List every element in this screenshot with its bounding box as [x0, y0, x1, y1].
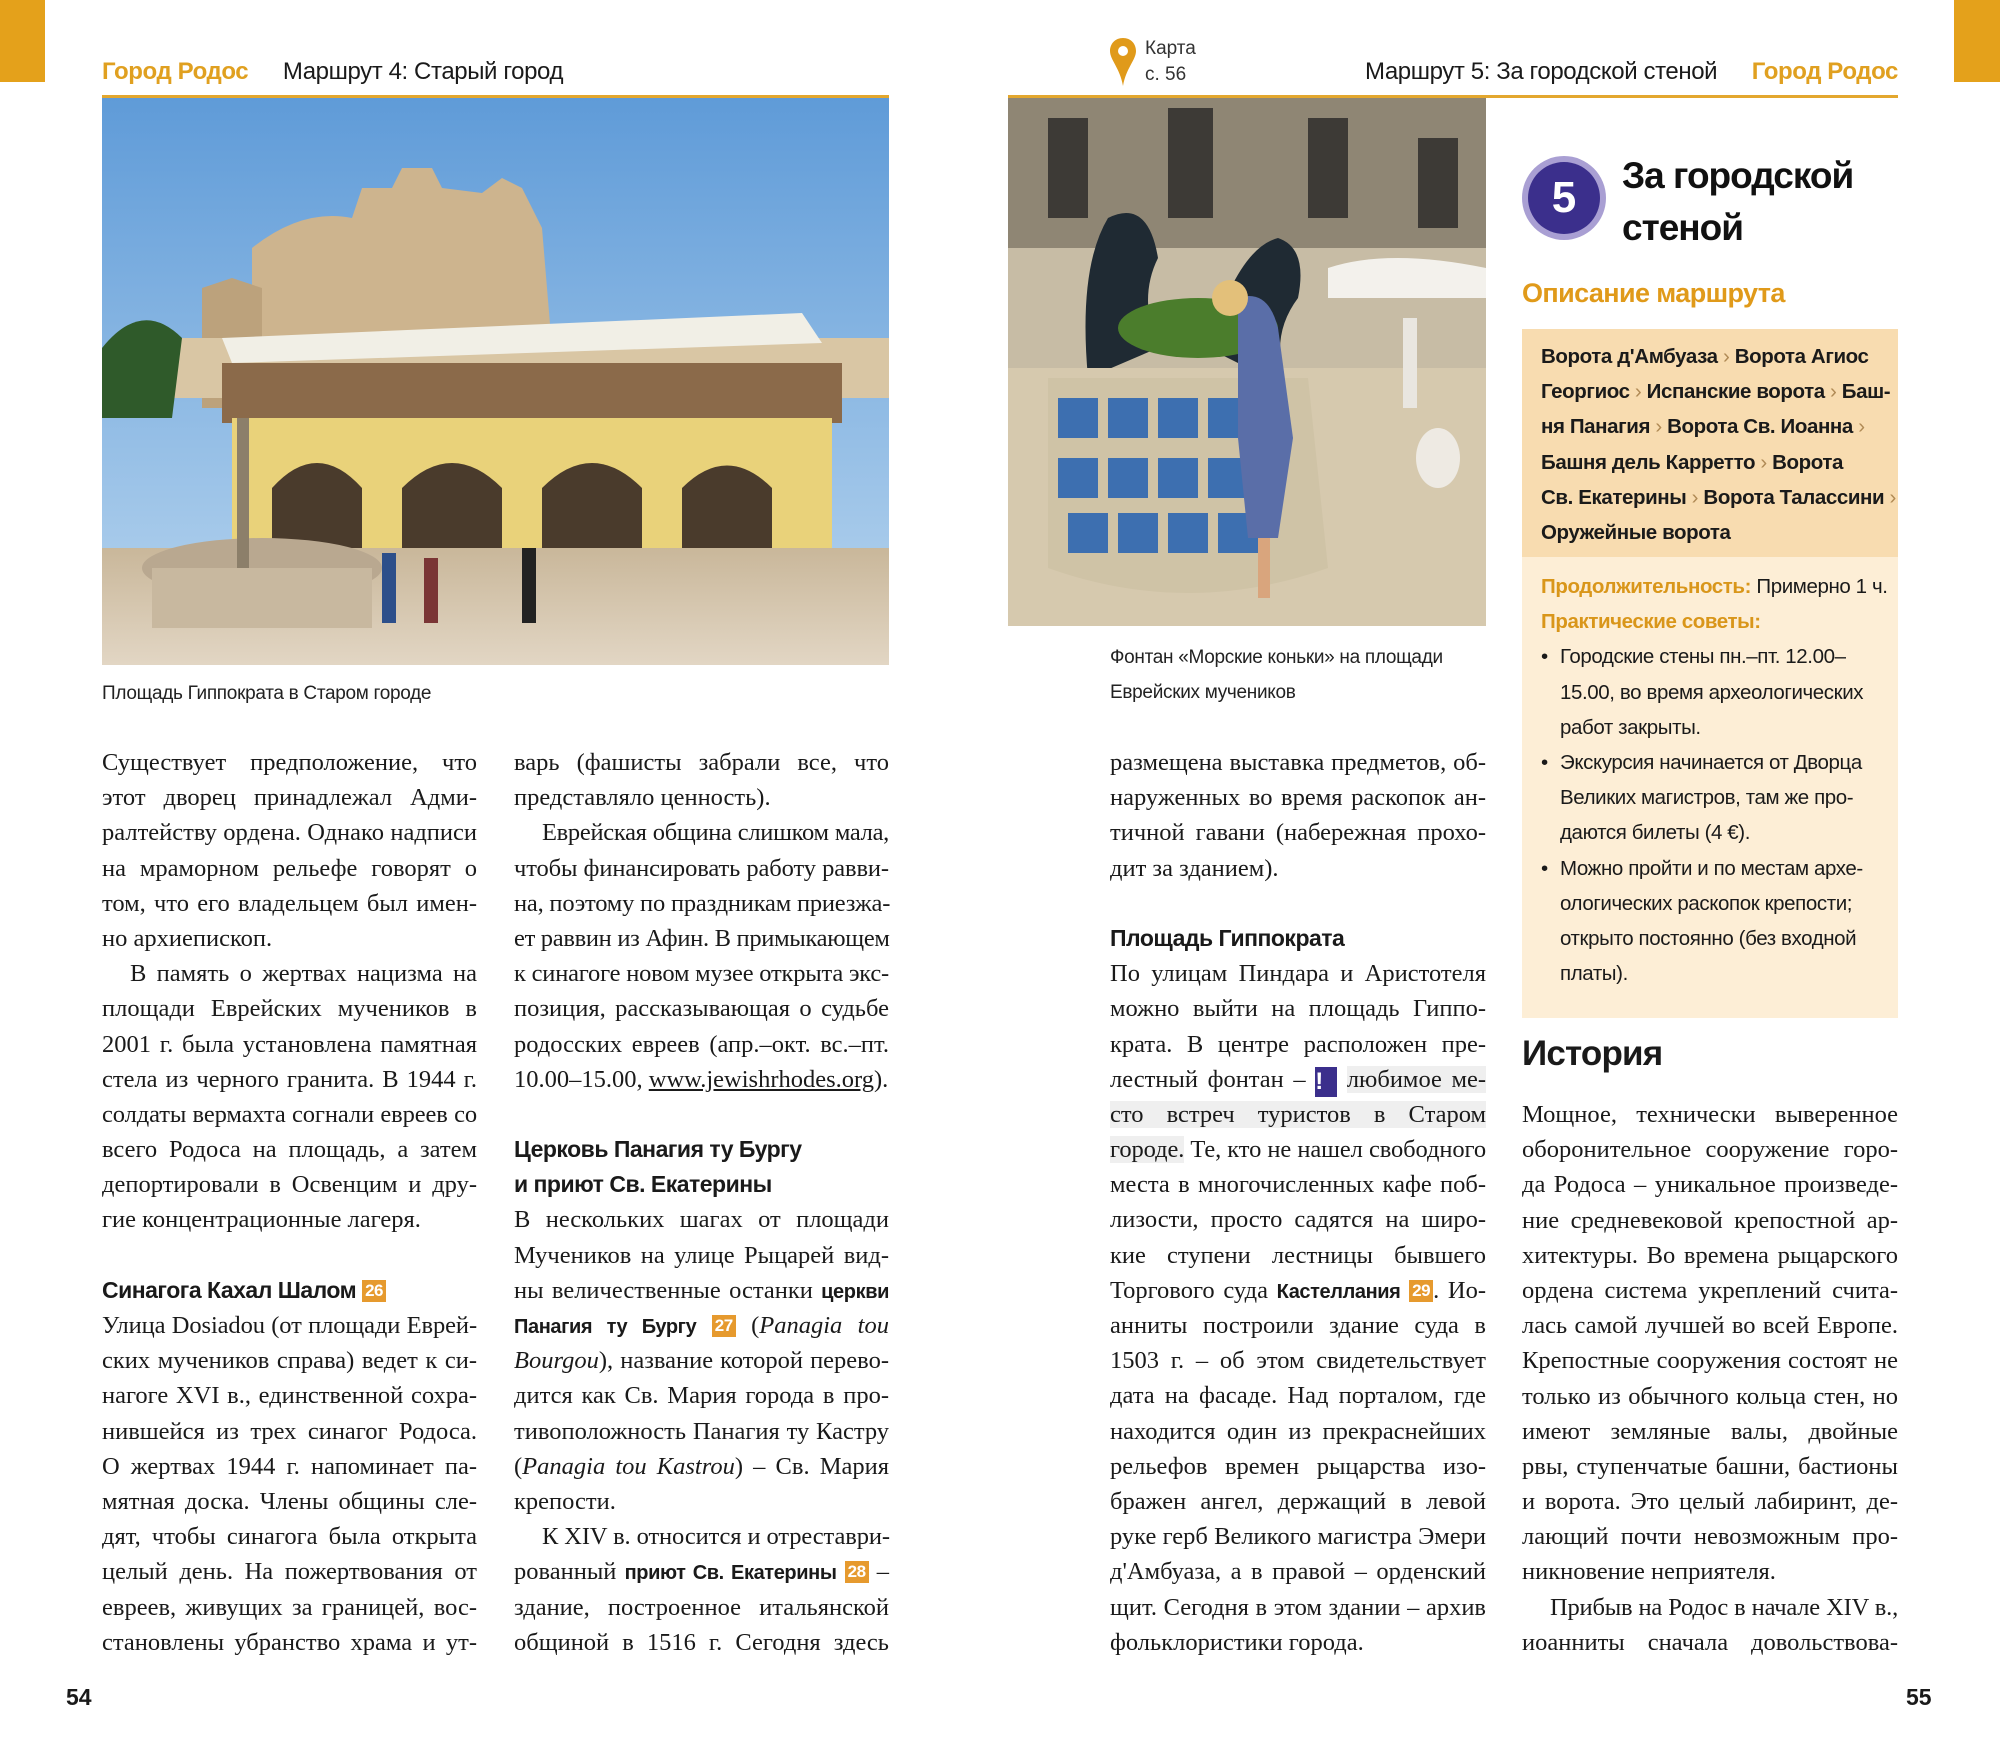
text-line: [102, 1167, 477, 1202]
text-line: [102, 886, 477, 921]
text-segment: приют Св. Екатерины: [624, 1562, 837, 1585]
header-route: Маршрут 4: Старый город: [282, 58, 564, 85]
right-running-header: [1365, 58, 1898, 86]
text-segment: Мощное, технически выверенное: [1522, 1101, 1898, 1128]
text-line: [1522, 1484, 1898, 1519]
text-segment: ских мучеников справа) ведет к си-: [102, 1347, 477, 1375]
text-segment: представляло ценность).: [514, 784, 771, 812]
header-city: Город Родос: [1751, 58, 1898, 85]
text-segment: здание, построенное итальянской: [514, 1593, 889, 1621]
text-line: [102, 1097, 477, 1132]
text-segment: Площадь Гиппократа: [1110, 924, 1345, 951]
text-line: [102, 780, 477, 815]
text-segment: ›: [1824, 380, 1842, 404]
text-line: [514, 780, 889, 815]
text-segment: нагоге XVI в., единственной сохра-: [102, 1382, 477, 1410]
text-line: [1110, 1027, 1486, 1062]
text-line: [514, 1449, 889, 1484]
text-line: [514, 956, 889, 991]
text-line: [102, 1062, 477, 1097]
left-running-header: [102, 58, 563, 86]
text-line: [1110, 1449, 1486, 1484]
text-segment: (: [514, 1452, 523, 1480]
text-line: [514, 815, 889, 850]
text-segment: рельефов времен рыцарства изо-: [1110, 1452, 1486, 1480]
route-practical-info: [1522, 569, 1898, 991]
map-pin-icon: [1110, 38, 1136, 86]
history-heading: История: [1522, 1034, 1663, 1073]
tips-label: Практические советы:: [1541, 610, 1761, 634]
text-segment: [837, 1558, 845, 1585]
text-segment: позиция, рассказывающая о судьбе: [514, 995, 889, 1023]
text-segment: наруженных во время раскопок ан-: [1110, 784, 1486, 812]
text-segment: ордена система укреплений счита-: [1522, 1276, 1898, 1304]
text-segment: Panagia tou: [759, 1312, 889, 1339]
text-line: [1110, 1167, 1486, 1202]
text-segment: кие ступени лестницы бывшего: [1110, 1241, 1486, 1269]
text-line: [1110, 1554, 1486, 1589]
tip-line: [1541, 780, 1898, 815]
text-segment: [696, 1312, 711, 1339]
text-segment: можно выйти на площадь Гиппо-: [1110, 995, 1486, 1023]
text-line: [1110, 1238, 1486, 1273]
tip-text: ологических раскопок крепости;: [1560, 891, 1853, 915]
text-segment: щит. Сегодня в этом здании – архив: [1110, 1593, 1486, 1621]
text-segment: 10.00–15.00,: [514, 1065, 649, 1093]
text-segment: Ворота Агиос: [1734, 345, 1869, 368]
text-line: [102, 956, 477, 991]
text-segment: ) – Св. Мария: [734, 1452, 889, 1480]
text-segment: В нескольких шагах от площади: [514, 1206, 889, 1234]
text-line: [102, 921, 477, 956]
text-segment: городе.: [1110, 1136, 1185, 1164]
text-segment: депортировали в Освенцим и дру-: [102, 1171, 477, 1199]
text-line: [1110, 815, 1486, 850]
bullet-icon: •: [1541, 856, 1548, 880]
text-line: [514, 1484, 889, 1519]
left-column-1: [102, 745, 477, 1660]
section-heading: [514, 1167, 889, 1202]
text-segment: ние средневековой крепостной ар-: [1522, 1206, 1898, 1234]
route-stop-line: [1541, 515, 1898, 550]
route-title: [1622, 150, 1853, 254]
text-segment: Испанские ворота: [1646, 380, 1825, 404]
text-segment: Panagia tou Kastrou: [522, 1452, 735, 1480]
text-segment: варь (фашисты забрали все, что: [514, 749, 889, 776]
photo-caption-right-line1: Фонтан «Морские коньки» на площади: [1110, 647, 1443, 668]
duration-label: Продолжительность:: [1541, 575, 1752, 598]
text-segment: анниты построили здание суда в: [1110, 1312, 1486, 1339]
text-line: [1110, 1484, 1486, 1519]
text-segment: ›: [1717, 345, 1735, 368]
text-line: [102, 1343, 477, 1378]
text-segment: чтобы финансировать работу равви-: [514, 854, 889, 882]
tip-text: работ закрыты.: [1560, 715, 1701, 739]
text-segment: том, что его владельцем был имен-: [102, 889, 477, 917]
corner-tab-right: [1954, 0, 2000, 82]
text-segment: Св. Екатерины: [1541, 485, 1687, 509]
text-line: [514, 1343, 889, 1378]
route-stop-line: [1541, 480, 1898, 515]
section-heading: [514, 1132, 889, 1167]
text-segment: 1503 г. – об этом свидетельствует: [1110, 1347, 1486, 1375]
text-segment: [1337, 1066, 1347, 1093]
tip-line: [1541, 675, 1898, 710]
text-segment: [1400, 1277, 1409, 1304]
text-line: [1522, 1519, 1898, 1554]
tip-line: [1541, 710, 1898, 745]
text-line: [102, 1414, 477, 1449]
text-line: [102, 815, 477, 850]
tip-text: 15.00, во время археологических: [1560, 680, 1864, 704]
text-line: [102, 1027, 477, 1062]
text-segment: всего Родоса на площадь, а затем: [102, 1136, 477, 1164]
text-segment: ›: [1884, 485, 1896, 509]
text-line: [1110, 1097, 1486, 1132]
bullet-icon: •: [1541, 645, 1548, 669]
text-line: [1522, 1625, 1898, 1660]
text-segment: ›: [1852, 415, 1865, 439]
text-segment: рованный: [514, 1558, 625, 1586]
text-segment: становлены убранство храма и ут-: [102, 1628, 477, 1656]
text-line: [514, 1590, 889, 1625]
text-line: [1110, 1414, 1486, 1449]
text-segment: и приют Св. Екатерины: [514, 1171, 772, 1198]
text-line: [1522, 1308, 1898, 1343]
text-segment: Улица Dosiadou (от площади Еврей-: [102, 1312, 477, 1339]
tip-text: платы).: [1560, 962, 1628, 986]
text-line: [102, 1625, 477, 1660]
header-route: Маршрут 5: За городской стеной: [1365, 58, 1718, 85]
left-column-2: [514, 745, 889, 1660]
text-line: [1522, 1449, 1898, 1484]
text-line: [102, 1519, 477, 1554]
text-line: [102, 1202, 477, 1237]
map-reference-label: Карта: [1145, 38, 1196, 59]
text-segment: По улицам Пиндара и Аристотеля: [1110, 960, 1486, 988]
text-line: [1522, 1554, 1898, 1589]
text-line: [514, 1027, 889, 1062]
text-line: [1522, 1343, 1898, 1378]
text-segment: ет раввин из Афин. В примыкающем: [514, 924, 890, 952]
text-line: [102, 991, 477, 1026]
text-segment: оборонительное сооружение горо-: [1522, 1136, 1898, 1164]
tip-line: [1541, 921, 1898, 956]
text-line: [514, 1519, 889, 1554]
photo-caption-right-line2: Еврейских мучеников: [1110, 682, 1296, 703]
text-segment: места в многочисленных кафе поб-: [1110, 1171, 1486, 1199]
text-segment: крата. В центре расположен пре-: [1110, 1030, 1486, 1058]
text-line: [1110, 851, 1486, 886]
text-segment: (: [735, 1312, 760, 1339]
blank-line: [514, 1097, 889, 1132]
text-line: [102, 1132, 477, 1167]
route-number-badge: [1522, 156, 1606, 240]
text-segment: ›: [1755, 450, 1773, 474]
text-segment: стела из черного гранита. В 1944 г.: [102, 1065, 477, 1093]
section-heading: [1110, 921, 1486, 956]
route-number: 5: [1528, 162, 1600, 234]
text-segment: к синагоге новом музее открыта экс-: [514, 960, 889, 988]
tip-text: Можно пройти и по местам архе-: [1560, 856, 1863, 880]
text-segment: Крепостные сооружения состоят не: [1522, 1347, 1898, 1375]
tips-row: [1541, 604, 1898, 639]
text-line: [1522, 1167, 1898, 1202]
text-line: [1110, 1202, 1486, 1237]
text-segment: лизости, просто садятся на широ-: [1110, 1206, 1486, 1234]
sight-number-badge: 27: [712, 1315, 736, 1337]
text-segment: размещена выставка предметов, об-: [1110, 749, 1486, 776]
photo-hippocrates-square: [102, 98, 889, 665]
tip-line: [1541, 851, 1898, 886]
text-line: [514, 921, 889, 956]
text-segment: Панагия ту Бургу: [514, 1316, 697, 1338]
photo-caption-right: [1110, 640, 1443, 710]
text-line: [1522, 1273, 1898, 1308]
text-segment: ›: [1650, 415, 1668, 439]
text-line: [514, 1378, 889, 1413]
text-line: [514, 1554, 889, 1589]
text-segment: хитектуры. Во времена рыцарского: [1522, 1241, 1898, 1269]
text-segment: иоанниты сначала довольствова-: [1522, 1628, 1898, 1656]
tip-text: Экскурсия начинается от Дворца: [1560, 750, 1862, 774]
text-segment: Башня дель Карретто: [1541, 450, 1756, 474]
text-segment: ны величественные останки: [514, 1276, 822, 1304]
text-line: [1110, 956, 1486, 991]
text-line: [1110, 991, 1486, 1026]
text-line: [1110, 1378, 1486, 1413]
text-line: [102, 1378, 477, 1413]
text-segment: Ворота Св. Иоанна: [1667, 415, 1853, 439]
text-segment: и ворота. Это целый лабиринт, де-: [1522, 1488, 1898, 1516]
text-line: [1110, 1625, 1486, 1660]
text-segment: Мучеников на улице Рыцарей вид-: [514, 1241, 889, 1269]
text-segment: тичной гавани (набережная прохо-: [1110, 819, 1486, 847]
text-line: [1110, 745, 1486, 780]
text-segment: лающий почти невозможным про-: [1522, 1523, 1898, 1551]
history-column: [1522, 1097, 1898, 1660]
duration-value: Примерно 1 ч.: [1756, 575, 1888, 598]
sight-number-badge: 26: [362, 1280, 386, 1302]
text-line: [1110, 1519, 1486, 1554]
text-segment: ралтейству ордена. Однако надписи: [102, 819, 477, 847]
tip-text: Великих магистров, там же про-: [1560, 786, 1854, 810]
text-line: [514, 1202, 889, 1237]
text-segment: руке герб Великого магистра Эмери: [1110, 1523, 1486, 1551]
text-segment: дят, чтобы синагога была открыта: [102, 1523, 477, 1551]
text-line: [514, 886, 889, 921]
text-segment: д'Амбуаза, а в правой – орденский: [1110, 1558, 1486, 1586]
text-segment: мятная доска. Члены общины сле-: [102, 1487, 477, 1515]
text-line: [1110, 1132, 1486, 1167]
text-line: [514, 851, 889, 886]
text-line: [1522, 1203, 1898, 1238]
tip-line: [1541, 745, 1898, 780]
text-segment: ), название которой перево-: [598, 1347, 889, 1375]
text-segment: сто встреч туристов в Старом: [1110, 1100, 1486, 1128]
text-segment: В память о жертвах нацизма на: [130, 960, 477, 988]
text-line: [514, 991, 889, 1026]
text-segment: на мраморном рельефе говорят о: [102, 854, 477, 882]
photo-caption-left: Площадь Гиппократа в Старом городе: [102, 683, 432, 704]
section-heading: [102, 1273, 477, 1308]
text-segment: рвы, ступенчатые башни, бастионы: [1522, 1452, 1898, 1480]
text-segment: целый день. На пожертвования от: [102, 1558, 477, 1586]
text-segment: фольклористики города.: [1110, 1628, 1364, 1656]
text-segment: Кастеллания: [1276, 1280, 1401, 1303]
text-segment: площади Еврейских мучеников в: [102, 995, 477, 1023]
header-city: Город Родос: [102, 58, 249, 85]
text-segment: бражен ангел, держащий в левой: [1110, 1487, 1486, 1515]
text-line: [102, 1484, 477, 1519]
text-segment: родосских евреев (апр.–окт. вс.–пт.: [514, 1030, 889, 1058]
page-number-left: 54: [66, 1684, 92, 1710]
tip-line: [1541, 639, 1898, 674]
text-line: [1522, 1132, 1898, 1167]
text-segment: церкви: [821, 1280, 889, 1303]
text-segment: дит за зданием).: [1110, 854, 1279, 882]
text-line: [102, 851, 477, 886]
route-stop-line: [1541, 445, 1898, 480]
blank-line: [102, 1238, 477, 1273]
text-line: [514, 1273, 889, 1308]
text-line: [1522, 1414, 1898, 1449]
text-line: [1110, 1273, 1486, 1308]
blank-line: [1110, 886, 1486, 921]
text-segment: Георгиос: [1541, 380, 1630, 404]
text-segment: нившейся из трех синагог Родоса.: [102, 1417, 477, 1445]
photo-seahorse-fountain: [1008, 98, 1486, 626]
sight-number-badge: 28: [845, 1561, 869, 1583]
text-line: [514, 1308, 889, 1343]
text-segment: только из обычного кольца стен, но: [1522, 1382, 1898, 1410]
text-segment: тивоположность Панагия ту Кастру: [514, 1417, 889, 1445]
text-segment: этот дворец принадлежал Адми-: [102, 784, 477, 812]
tip-text: Городские стены пн.–пт. 12.00–: [1560, 645, 1846, 669]
duration-row: [1541, 569, 1898, 604]
route-description-heading: Описание маршрута: [1522, 278, 1785, 308]
text-segment: лестный фонтан –: [1110, 1065, 1316, 1093]
text-segment: любимое ме-: [1346, 1065, 1486, 1093]
route-stops: [1522, 339, 1898, 550]
text-segment: дится как Св. Мария города в про-: [514, 1382, 889, 1410]
text-segment: Еврейская община слишком мала,: [542, 819, 889, 847]
text-line: [102, 1554, 477, 1589]
tip-line: [1541, 956, 1898, 991]
text-line: [1110, 1062, 1486, 1097]
text-segment: 2001 г. была установлена памятная: [102, 1030, 477, 1058]
text-segment: К XIV в. относится и отреставри-: [542, 1523, 890, 1551]
text-line: [514, 1625, 889, 1660]
route-stop-line: [1541, 409, 1898, 444]
route-stop-line: [1541, 339, 1898, 374]
text-segment: ).: [874, 1065, 889, 1093]
tip-line: [1541, 886, 1898, 921]
corner-tab-left: [0, 0, 45, 82]
text-segment: Bourgou: [514, 1347, 599, 1375]
route-title-line2: стеной: [1622, 207, 1743, 248]
text-segment: Оружейные ворота: [1541, 520, 1731, 544]
text-segment: евреев, живущих за границей, вос-: [102, 1593, 477, 1621]
text-segment: Прибыв на Родос в начале XIV в.,: [1550, 1593, 1898, 1621]
sight-number-badge: 29: [1409, 1280, 1433, 1302]
text-segment: никновение неприятеля.: [1522, 1558, 1776, 1586]
tip-text: открыто постоянно (без входной: [1560, 926, 1857, 950]
map-reference[interactable]: [1145, 36, 1196, 88]
text-line: [102, 745, 477, 780]
text-segment: находится один из прекраснейших: [1110, 1417, 1486, 1445]
right-column: [1110, 745, 1486, 1660]
text-segment: ›: [1686, 485, 1704, 509]
text-line: [514, 1062, 889, 1097]
text-segment: Те, кто не нашел свободного: [1184, 1136, 1486, 1164]
tip-text: даются билеты (4 €).: [1560, 821, 1751, 845]
text-segment: крепости.: [514, 1487, 616, 1515]
text-segment: –: [868, 1558, 890, 1586]
map-reference-page: с. 56: [1145, 64, 1187, 85]
text-segment: Ворота д'Амбуаза: [1541, 345, 1718, 368]
text-segment: имеют земляные валы, двойные: [1522, 1417, 1898, 1445]
text-line: [514, 1414, 889, 1449]
text-segment: Церковь Панагия ту Бургу: [514, 1136, 802, 1163]
highlight-marker-icon: !: [1315, 1067, 1337, 1097]
text-segment: солдаты вермахта согнали евреев со: [102, 1100, 477, 1128]
route-stop-line: [1541, 374, 1898, 409]
text-segment: да Родоса – уникальное произведе-: [1522, 1171, 1898, 1199]
text-segment: ›: [1629, 380, 1647, 404]
text-line: [1522, 1238, 1898, 1273]
text-segment: Синагога Кахал Шалом: [102, 1276, 363, 1303]
text-segment: гие концентрационные лагеря.: [102, 1206, 421, 1234]
text-line: [514, 745, 889, 780]
text-line: [102, 1590, 477, 1625]
text-segment: Баш-: [1841, 380, 1891, 404]
text-segment: О жертвах 1944 г. напоминает па-: [102, 1452, 477, 1480]
text-line: [102, 1449, 477, 1484]
text-segment: . Ио-: [1433, 1276, 1487, 1304]
text-line: [1110, 1308, 1486, 1343]
text-line: [1522, 1379, 1898, 1414]
text-segment: Существует предположение, что: [102, 749, 477, 776]
route-title-line1: За городской: [1622, 155, 1854, 196]
text-segment: общиной в 1516 г. Сегодня здесь: [514, 1628, 889, 1656]
text-segment: на, поэтому по праздникам приезжа-: [514, 889, 891, 917]
text-segment: дата на фасаде. Над порталом, где: [1110, 1382, 1486, 1410]
text-line: [102, 1308, 477, 1343]
text-line: [1110, 780, 1486, 815]
text-line: [1522, 1097, 1898, 1132]
tip-line: [1541, 815, 1898, 850]
text-segment: Ворота: [1772, 450, 1844, 474]
text-segment: ня Панагия: [1541, 415, 1651, 439]
text-line: [1110, 1343, 1486, 1378]
web-link[interactable]: www.jewishrhodes.org: [648, 1065, 874, 1093]
tips-list: [1541, 639, 1898, 991]
text-segment: Торгового суда: [1110, 1276, 1277, 1304]
text-segment: Ворота Талассини: [1703, 485, 1885, 509]
text-segment: но архиепископ.: [102, 924, 273, 952]
text-line: [1522, 1590, 1898, 1625]
text-line: [514, 1238, 889, 1273]
text-segment: лась самой лучшей во всей Европе.: [1522, 1312, 1898, 1340]
page-number-right: 55: [1906, 1684, 1932, 1710]
bullet-icon: •: [1541, 750, 1548, 774]
text-line: [1110, 1590, 1486, 1625]
